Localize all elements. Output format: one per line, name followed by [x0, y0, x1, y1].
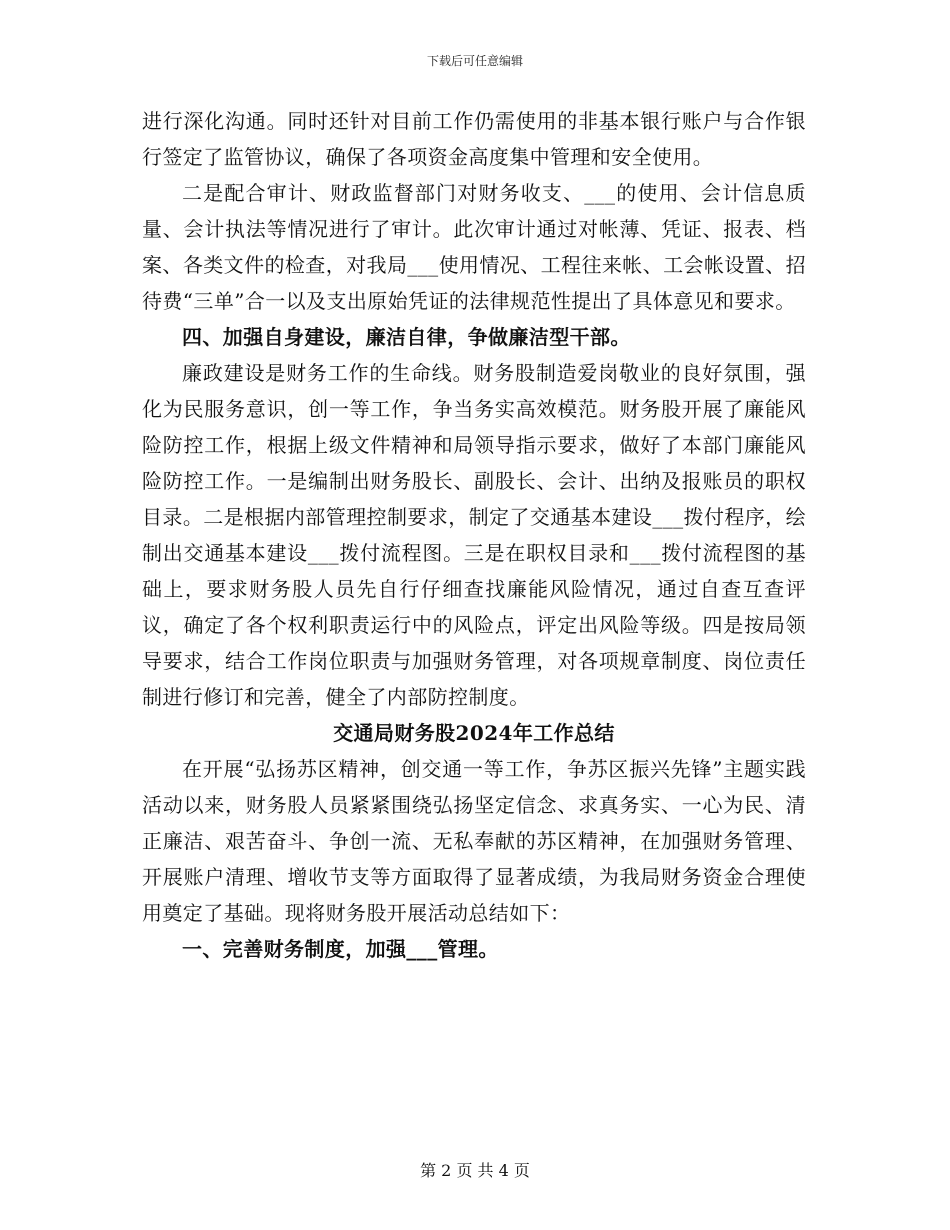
- paragraph-3: 廉政建设是财务工作的生命线。财务股制造爱岗敬业的良好氛围，强化为民服务意识，创一等工作，争当务实高效模范。财务股开展了廉能风险防控工作，根据上级文件精神和局领导指示要求，做好了本部门廉能风险防控工作。一是编制出财务股长、副股长、会计、出纳及报账员的职权目录。二是根据内部管理控制要求，制定了交通基本建设___拨付程序，绘制出交通基本建设___拨付流程图。三是在职权目录和___拨付流程图的基础上，要求财务股人员先自行仔细查找廉能风险情况，通过自查互查评议，确定了各个权利职责运行中的风险点，评定出风险等级。四是按局领导要求，结合工作岗位职责与加强财务管理，对各项规章制度、岗位责任制进行修订和完善，健全了内部防控制度。: [142, 361, 806, 709]
- paragraph-2: 二是配合审计、财政监督部门对财务收支、___的使用、会计信息质量、会计执法等情况进行了审计。此次审计通过对帐薄、凭证、报表、档案、各类文件的检查，对我局___使用情况、工程往来帐、工会帐设置、招待费“三单”合一以及支出原始凭证的法律规范性提出了具体意见和要求。: [142, 181, 806, 313]
- document-title: 交通局财务股2024年工作总结: [333, 721, 615, 745]
- header-note: 下载后可任意编辑: [426, 54, 523, 68]
- section-heading-4: 四、加强自身建设，廉洁自律，争做廉洁型干部。: [182, 325, 631, 349]
- paragraph-4: 在开展“弘扬苏区精神，创交通一等工作，争苏区振兴先锋”主题实践活动以来，财务股人员紧紧围绕弘扬坚定信念、求真务实、一心为民、清正廉洁、艰苦奋斗、争创一流、无私奉献的苏区精神，在加强财务管理、开展账户清理、增收节支等方面取得了显著成绩，为我局财务资金合理使用奠定了基础。现将财务股开展活动总结如下：: [142, 757, 806, 925]
- paragraph-1: 进行深化沟通。同时还针对目前工作仍需使用的非基本银行账户与合作银行签定了监管协议，确保了各项资金高度集中管理和安全使用。: [142, 109, 806, 169]
- page-number: 第 2 页 共 4 页: [420, 1161, 530, 1180]
- document-body: [142, 103, 806, 967]
- section-heading-1: 一、完善财务制度，加强___管理。: [182, 937, 499, 961]
